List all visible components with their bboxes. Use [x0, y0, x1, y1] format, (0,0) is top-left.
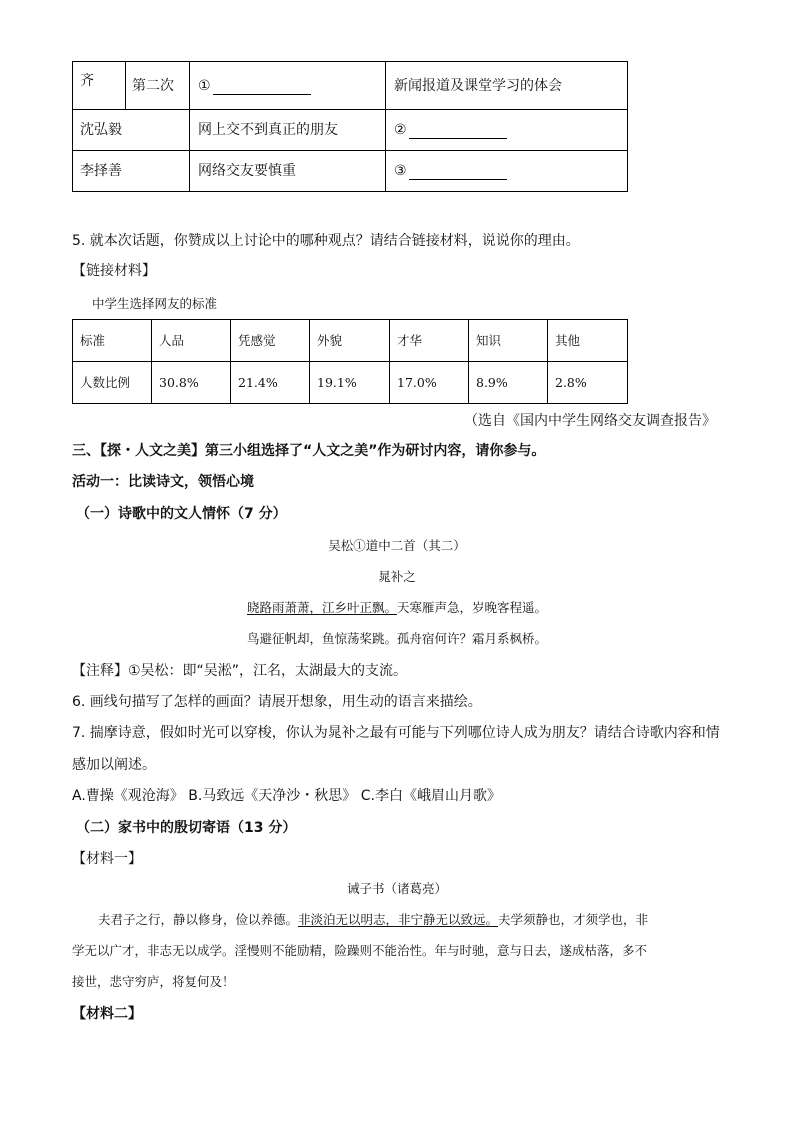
question-7: 7. 揣摩诗意，假如时光可以穿梭，你认为晁补之最有可能与下列哪位诗人成为朋友？请结合诗歌内容和情	[72, 725, 720, 741]
table-cell	[190, 62, 386, 110]
stats-table-caption: 中学生选择网友的标准	[92, 296, 218, 311]
question-5: 5. 就本次话题，你赞成以上讨论中的哪种观点？请结合链接材料，说说你的理由。	[72, 233, 580, 249]
table-cell	[390, 362, 469, 404]
table-cell	[548, 320, 628, 362]
cell-value: 17.0%	[397, 374, 437, 390]
table-cell	[73, 362, 152, 404]
table-cell	[469, 362, 548, 404]
cell-text: 沈弘毅	[80, 122, 122, 138]
cell-text: 新闻报道及课堂学习的体会	[394, 77, 562, 94]
cell-value: 19.1%	[317, 374, 357, 390]
table-cell	[73, 320, 152, 362]
letter-text: 夫学须静也，才须学也，非	[498, 912, 649, 927]
activity-1-heading: 活动一：比读诗文，领悟心境	[72, 474, 254, 490]
table-row	[73, 320, 628, 362]
poem-text: 天寒雁声急，岁晚客程遥。	[397, 600, 548, 615]
table-cell	[469, 320, 548, 362]
letter-line-1	[98, 912, 648, 928]
underlined-line: 晓路雨萧萧，江乡叶正飘。	[246, 600, 397, 615]
row-label: 人数比例	[80, 374, 131, 390]
poem-line-1	[0, 600, 794, 616]
stats-table	[72, 319, 628, 404]
poem-author: 晁补之	[378, 569, 416, 584]
link-material-label: 【链接材料】	[72, 263, 156, 279]
table-cell	[73, 151, 190, 192]
header-text: 才华	[397, 332, 423, 348]
opinion-table	[72, 61, 628, 192]
cell-text: 李择善	[80, 163, 122, 179]
table-cell	[73, 110, 190, 151]
letter-text: 夫君子之行，静以修身，俭以养德。	[98, 912, 299, 927]
poem-line-2: 鸟避征帆却，鱼惊荡桨跳。孤舟宿何许？霜月系枫桥。	[246, 631, 547, 646]
cell-text: 齐	[80, 73, 94, 89]
blank-field-3: ③	[386, 162, 627, 180]
table-cell	[190, 151, 386, 192]
table-cell	[548, 362, 628, 404]
cell-value: 8.9%	[476, 374, 508, 390]
header-text: 人品	[159, 332, 185, 348]
cell-value: 30.8%	[159, 374, 199, 390]
letter-line-3: 接世，悲守穷庐，将复何及！	[72, 974, 235, 989]
table-cell	[152, 320, 231, 362]
table-cell	[190, 110, 386, 151]
table-cell	[231, 362, 310, 404]
question-7-options: A.曹操《观沧海》 B.马致远《天净沙・秋思》 C.李白《峨眉山月歌》	[72, 788, 501, 804]
table-cell	[310, 362, 390, 404]
material-1-label: 【材料一】	[72, 851, 142, 867]
table-cell	[386, 151, 628, 192]
cell-text: 网络交友要慎重	[198, 163, 296, 179]
cell-value: 21.4%	[238, 374, 278, 390]
question-6: 6. 画线句描写了怎样的画面？请展开想象，用生动的语言来描绘。	[72, 694, 482, 710]
table-cell	[386, 110, 628, 151]
source-citation: （选自《国内中学生网络交友调查报告》	[464, 413, 716, 429]
header-text: 其他	[555, 332, 581, 348]
underlined-sentence: 非淡泊无以明志，非宁静无以致远。	[298, 912, 499, 927]
material-2-label: 【材料二】	[72, 1006, 142, 1022]
table-row	[73, 362, 628, 404]
table-cell	[152, 362, 231, 404]
blank-field-2: ②	[386, 121, 627, 139]
table-cell	[126, 62, 190, 110]
part-1-heading: （一）诗歌中的文人情怀（7 分）	[76, 506, 287, 522]
cell-value: 2.8%	[555, 374, 587, 390]
letter-title: 诫子书（诸葛亮）	[346, 881, 447, 896]
section-3-heading: 三、【探・人文之美】第三小组选择了“人文之美”作为研讨内容，请你参与。	[72, 443, 546, 459]
question-7-cont: 感加以阐述。	[72, 757, 156, 773]
cell-text: 网上交不到真正的朋友	[198, 122, 338, 138]
poem-note: 【注释】①吴松：即“吴淞”，江名，太湖最大的支流。	[72, 663, 408, 679]
table-cell	[73, 62, 126, 110]
header-text: 标准	[80, 332, 106, 348]
poem-title: 吴松①道中二首（其二）	[328, 538, 466, 553]
table-cell	[386, 62, 628, 110]
header-text: 外貌	[317, 332, 343, 348]
table-cell	[390, 320, 469, 362]
blank-field-1: ①	[190, 77, 385, 95]
part-2-heading: （二）家书中的殷切寄语（13 分）	[76, 820, 297, 836]
table-cell	[310, 320, 390, 362]
header-text: 知识	[476, 332, 502, 348]
table-cell	[231, 320, 310, 362]
cell-text: 第二次	[132, 77, 174, 94]
header-text: 凭感觉	[238, 332, 276, 348]
letter-line-2: 学无以广才，非志无以成学。淫慢则不能励精，险躁则不能治性。年与时驰，意与日去，遂成枯落，多不	[72, 943, 648, 958]
